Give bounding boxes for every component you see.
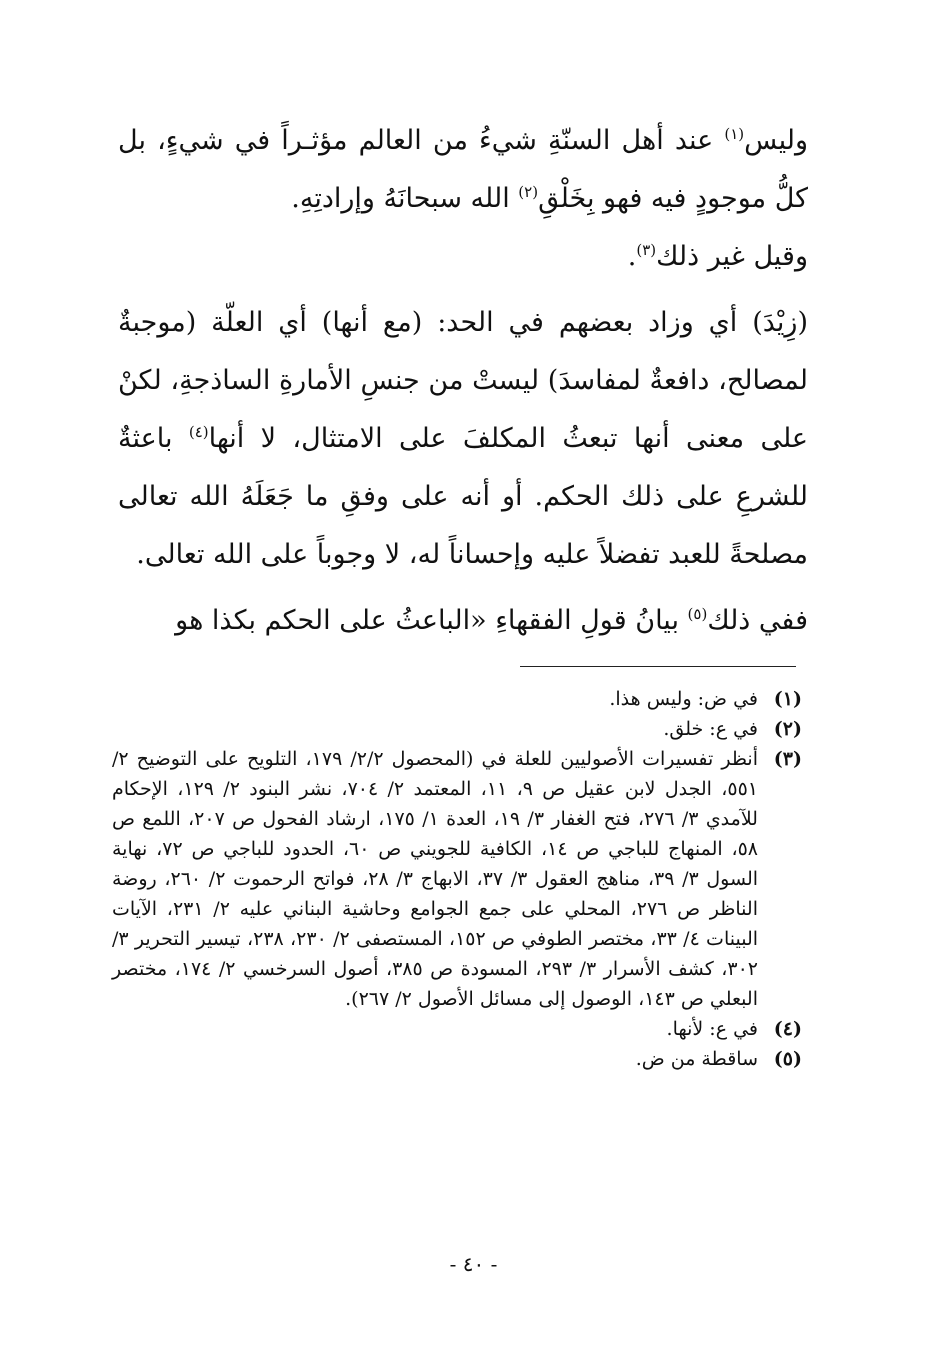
page-number: - ٤٠ - <box>449 1252 498 1276</box>
footnote-ref-1: (١) <box>724 125 745 143</box>
main-text <box>118 112 808 650</box>
footnote-ref-2: (٢) <box>518 183 539 201</box>
footnote-text: أنظر تفسيرات الأصوليين للعلة في (المحصول ٢/٢/ ١٧٩، التلويح على التوضيح ٢/ ٥٥١، الجدل لابن عقيل ص ٩، ١١، المعتمد ٢/ ٧٠٤، نشر البنود ٢/ ١٢٩، الإحكام للآمدي ٣/ ٢٧٦، فتح الغفار ٣/ ١٩، العدة ١/ ١٧٥، ارشاد الفحول ص ٢٠٧، اللمع ص ٥٨، المنهاج للباجي ص ١٤، الكافية للجويني ص ٦٠، الحدود للباجي ص ٧٢، نهاية السول ٣/ ٣٩، مناهج العقول ٣/ ٣٧، الابهاج ٣/ ٢٨، فواتح الرحموت ٢/ ٢٦٠، روضة الناظر ص ٢٧٦، المحلي على جمع الجوامع وحاشية البناني عليه ٢/ ٢٣١، الآيات البينات ٤/ ٣٣، مختصر الطوفي ص ١٥٢، المستصفى ٢/ ٢٣٠، ٢٣٨، تيسير التحرير ٣/ ٣٠٢، كشف الأسرار ٣/ ٢٩٣، المسودة ص ٣٨٥، أصول السرخسي ٢/ ١٧٤، مختصر البعلي ص ١٤٣، الوصول إلى مسائل الأصول ٢/ ٢٦٧). <box>112 748 759 1010</box>
footnote-number: (٤) <box>773 1018 802 1040</box>
text-segment: باعثةٌ للشرعِ على ذلك الحكم. أو أنه على وفقِ ما جَعَلَهُ الله تعالى مصلحةً للعبد تفضلاً عليه وإحساناً له، لا وجوباً على الله تعالى. <box>118 423 808 570</box>
footnote-number: (٥) <box>773 1048 802 1070</box>
footnote-text: في ع: لأنها. <box>666 1018 758 1040</box>
footnote-2 <box>112 714 802 744</box>
footnote-5 <box>112 1044 802 1074</box>
footnotes <box>112 684 802 1074</box>
text-segment: (زِيْدَ) أي وزاد بعضهم في الحد: (مع أنها) أي العلّة (موجبةٌ لمصالح، دافعةٌ لمفاسدَ) ليستْ من جنسِ الأمارةِ الساذجةِ، لكنْ على معنى أنها تبعثُ المكلفَ على الامتثال، لا أنها <box>118 307 808 454</box>
paragraph-4 <box>118 592 808 650</box>
text-segment: وليس <box>744 125 808 156</box>
paragraph-1 <box>118 112 808 228</box>
text-segment: وقيل غير ذلك <box>656 241 808 272</box>
paragraph-2 <box>118 228 808 286</box>
footnote-4 <box>112 1014 802 1044</box>
footnote-1 <box>112 684 802 714</box>
text-segment: الله سبحانَهُ وإرادتِهِ. <box>291 183 519 214</box>
text-segment: عند أهل السنّةِ شيءُ من العالم مؤثـراً في شيءٍ، بل كلُّ موجودٍ فيه فهو بِخَلْقِ <box>118 125 808 214</box>
footnote-text: ساقطة من ض. <box>635 1048 758 1070</box>
footnote-separator <box>520 666 796 667</box>
footnote-ref-3: (٣) <box>636 241 657 259</box>
footnote-number: (١) <box>773 688 802 710</box>
footnote-number: (٣) <box>773 748 802 770</box>
footnote-ref-5: (٥) <box>687 605 708 623</box>
footnote-number: (٢) <box>773 718 802 740</box>
text-segment: ففي ذلك <box>707 605 808 636</box>
footnote-ref-4: (٤) <box>188 423 209 441</box>
footnote-text: في ض: وليس هذا. <box>609 688 758 710</box>
paragraph-3 <box>118 294 808 584</box>
text-segment: . <box>627 241 637 272</box>
footnote-text: في ع: خلق. <box>663 718 758 740</box>
text-segment: بيانُ قولِ الفقهاءِ «الباعثُ على الحكم بكذا هو <box>175 605 688 636</box>
footnote-3 <box>112 744 802 1014</box>
